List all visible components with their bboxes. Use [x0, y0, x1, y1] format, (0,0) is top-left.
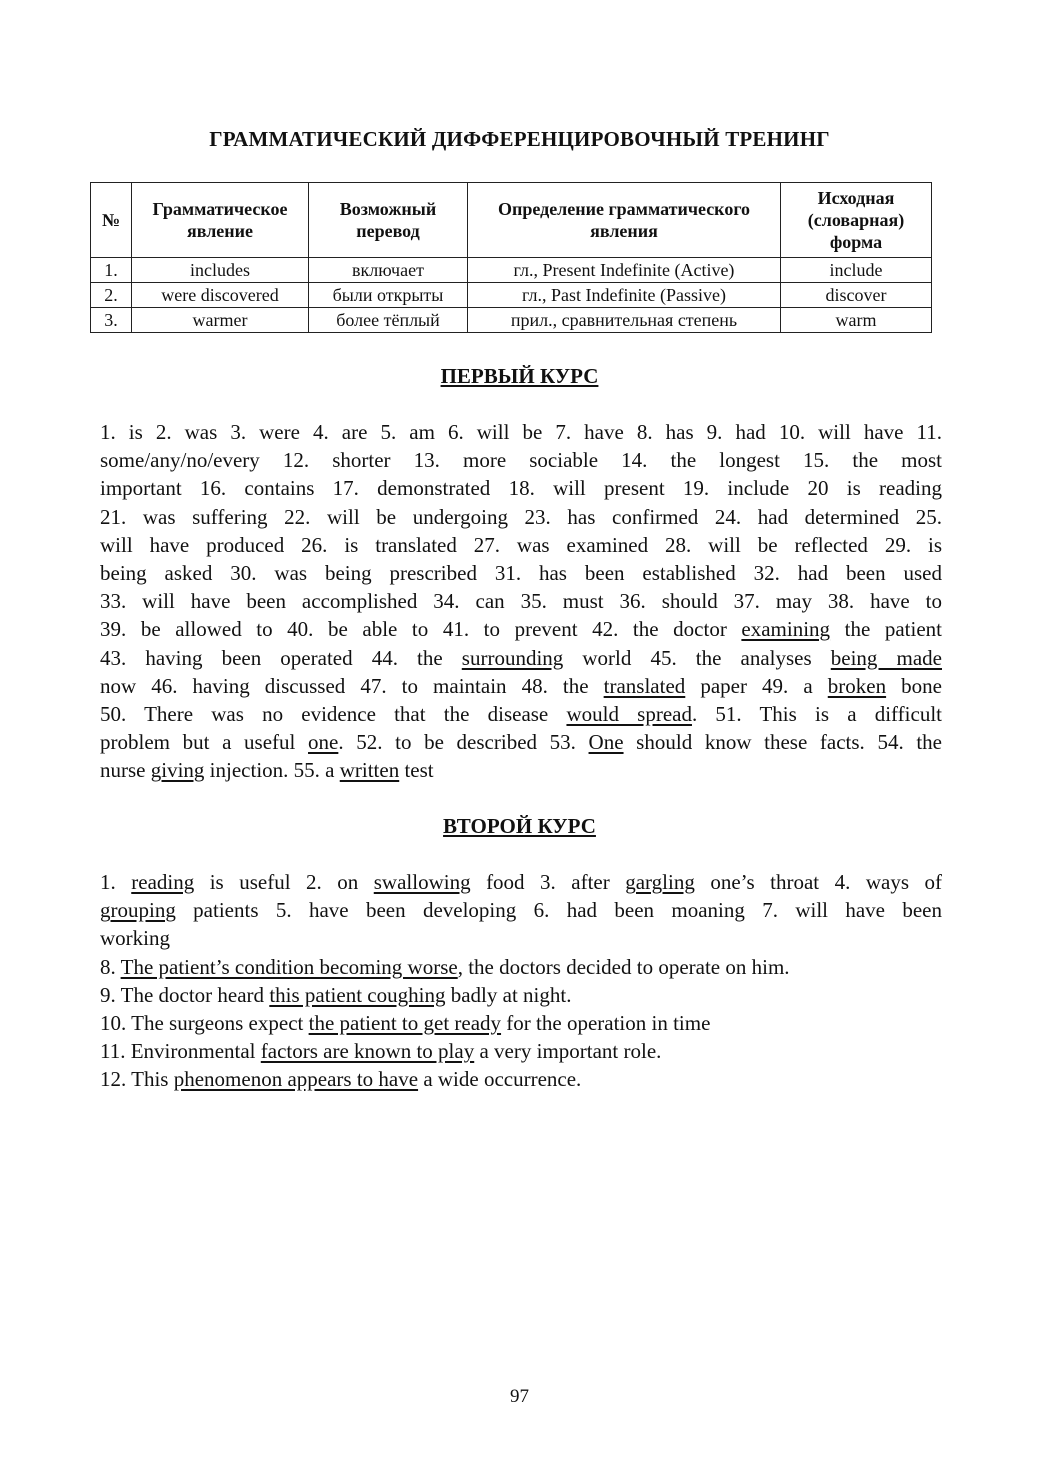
answer-line — [100, 559, 942, 587]
answer-line — [100, 1065, 942, 1093]
table-header-row — [91, 183, 932, 258]
answer-line — [100, 700, 942, 728]
answer-text: 8. — [100, 954, 121, 979]
underlined-answer: surrounding — [461, 645, 564, 670]
answer-text: 12. This — [100, 1067, 174, 1092]
table-cell: warmer — [132, 308, 309, 333]
answer-text: will have produced 26. is translated 27. was examined 28. will be reflected 29. is — [100, 532, 942, 557]
table-row — [91, 308, 932, 333]
answer-text: a very important role. — [474, 1039, 662, 1064]
answer-line — [100, 868, 942, 896]
answer-line — [100, 1037, 942, 1065]
answer-text: 43. having been operated 44. the — [100, 645, 462, 670]
answer-text: 50. There was no evidence that the disease — [100, 701, 567, 726]
underlined-answer: One — [588, 730, 624, 755]
answer-text: bone — [886, 673, 942, 698]
underlined-answer: swallowing — [373, 870, 471, 894]
answer-text: 33. will have been accomplished 34. can 35. must 36. should 37. may 38. have to — [100, 589, 942, 614]
underlined-answer: translated — [603, 673, 686, 698]
table-cell: гл., Present Indefinite (Active) — [468, 258, 781, 283]
table-cell: включает — [309, 258, 468, 283]
answer-text: the patient — [830, 617, 942, 642]
underlined-answer: written — [339, 758, 400, 783]
table-cell: include — [781, 258, 932, 283]
answer-text: injection. 55. a — [204, 758, 340, 783]
underlined-answer: one — [308, 730, 339, 755]
answer-text: some/any/no/every 12. shorter 13. more sociable 14. the longest 15. the most — [100, 448, 942, 473]
answer-text: 1. is 2. was 3. were 4. are 5. am 6. will be 7. have 8. has 9. had 10. will have 11. — [100, 420, 942, 444]
answer-text: 21. was suffering 22. will be undergoing 23. has confirmed 24. had determined 25. — [100, 504, 942, 529]
answer-line — [100, 672, 942, 700]
answer-text: . 51. This is a difficult — [691, 701, 942, 726]
underlined-answer: reading — [131, 870, 195, 894]
section-heading-second-year: ВТОРОЙ КУРС — [443, 814, 596, 838]
answer-text: being asked 30. was being prescribed 31. has been established 32. had been used — [100, 560, 942, 585]
answer-line — [100, 756, 942, 784]
answer-line — [100, 981, 942, 1009]
answer-text: nurse — [100, 758, 151, 783]
answer-text: badly at night. — [445, 982, 572, 1007]
underlined-answer: this patient coughing — [269, 982, 446, 1007]
answer-text: world 45. the analyses — [563, 645, 831, 670]
column-header-number: № — [91, 183, 132, 258]
answer-line — [100, 587, 942, 615]
answer-text: now 46. having discussed 47. to maintain 48. the — [100, 673, 604, 698]
underlined-answer: The patient’s condition becoming worse — [120, 954, 458, 979]
page-number: 97 — [510, 1386, 529, 1407]
answer-text: food 3. after — [470, 870, 626, 894]
table-cell: более тёплый — [309, 308, 468, 333]
table-cell: прил., сравнительная степень — [468, 308, 781, 333]
underlined-answer: the patient to get ready — [308, 1010, 502, 1035]
answer-line — [100, 953, 942, 981]
answer-text: 10. The surgeons expect — [100, 1010, 309, 1035]
column-header-phenomenon: Грамматическое явление — [132, 183, 309, 258]
underlined-answer: broken — [827, 673, 887, 698]
answer-text: 9. The doctor heard — [100, 982, 270, 1007]
table-cell: includes — [132, 258, 309, 283]
answer-line — [100, 418, 942, 446]
table-cell: 3. — [91, 308, 132, 333]
table-cell: были открыты — [309, 283, 468, 308]
grammar-table — [90, 182, 932, 333]
underlined-answer: examining — [741, 617, 831, 642]
answer-text: patients 5. have been developing 6. had been moaning 7. will have been — [175, 898, 942, 923]
answer-line — [100, 728, 942, 756]
answer-text: , the doctors decided to operate on him. — [457, 954, 790, 979]
answer-line — [100, 896, 942, 924]
answer-text: should know these facts. 54. the — [623, 730, 942, 755]
answers-second-year — [100, 868, 942, 1094]
answers-first-year — [100, 418, 942, 784]
table-cell: were discovered — [132, 283, 309, 308]
answer-line — [100, 503, 942, 531]
underlined-answer: phenomenon appears to have — [173, 1067, 419, 1092]
underlined-answer: grouping — [100, 898, 176, 923]
answer-line — [100, 924, 942, 952]
answer-text: 11. Environmental — [100, 1039, 261, 1064]
answer-text: . 52. to be described 53. — [338, 730, 589, 755]
table-row — [91, 283, 932, 308]
answer-text: working — [100, 926, 170, 951]
section-heading-first-year: ПЕРВЫЙ КУРС — [440, 364, 599, 388]
page-title: ГРАММАТИЧЕСКИЙ ДИФФЕРЕНЦИРОВОЧНЫЙ ТРЕНИНГ — [209, 127, 830, 151]
column-header-translation: Возможный перевод — [309, 183, 468, 258]
answer-text: 39. be allowed to 40. be able to 41. to prevent 42. the doctor — [100, 617, 742, 642]
underlined-answer: being made — [830, 645, 942, 670]
answer-line — [100, 474, 942, 502]
answer-line — [100, 446, 942, 474]
answer-text: paper 49. a — [685, 673, 828, 698]
table-cell: гл., Past Indefinite (Passive) — [468, 283, 781, 308]
answer-line — [100, 644, 942, 672]
column-header-definition: Определение грамматического явления — [468, 183, 781, 258]
answer-text: problem but a useful — [100, 730, 309, 755]
table-cell: 2. — [91, 283, 132, 308]
answer-line — [100, 531, 942, 559]
answer-line — [100, 1009, 942, 1037]
answer-line — [100, 615, 942, 643]
table-cell: warm — [781, 308, 932, 333]
answer-text: is useful 2. on — [194, 870, 374, 894]
underlined-answer: gargling — [625, 870, 695, 894]
column-header-base-form: Исходная (словарная) форма — [781, 183, 932, 258]
underlined-answer: giving — [150, 758, 205, 783]
answer-text: 1. — [100, 870, 132, 894]
table-row — [91, 258, 932, 283]
underlined-answer: would spread — [566, 701, 692, 726]
answer-text: important 16. contains 17. demonstrated 18. will present 19. include 20 is reading — [100, 476, 942, 501]
answer-text: for the operation in time — [501, 1010, 711, 1035]
answer-text: test — [399, 758, 434, 783]
underlined-answer: factors are known to play — [260, 1039, 475, 1064]
answer-text: one’s throat 4. ways of — [694, 870, 942, 894]
table-cell: 1. — [91, 258, 132, 283]
table-cell: discover — [781, 283, 932, 308]
answer-text: a wide occurrence. — [418, 1067, 582, 1092]
